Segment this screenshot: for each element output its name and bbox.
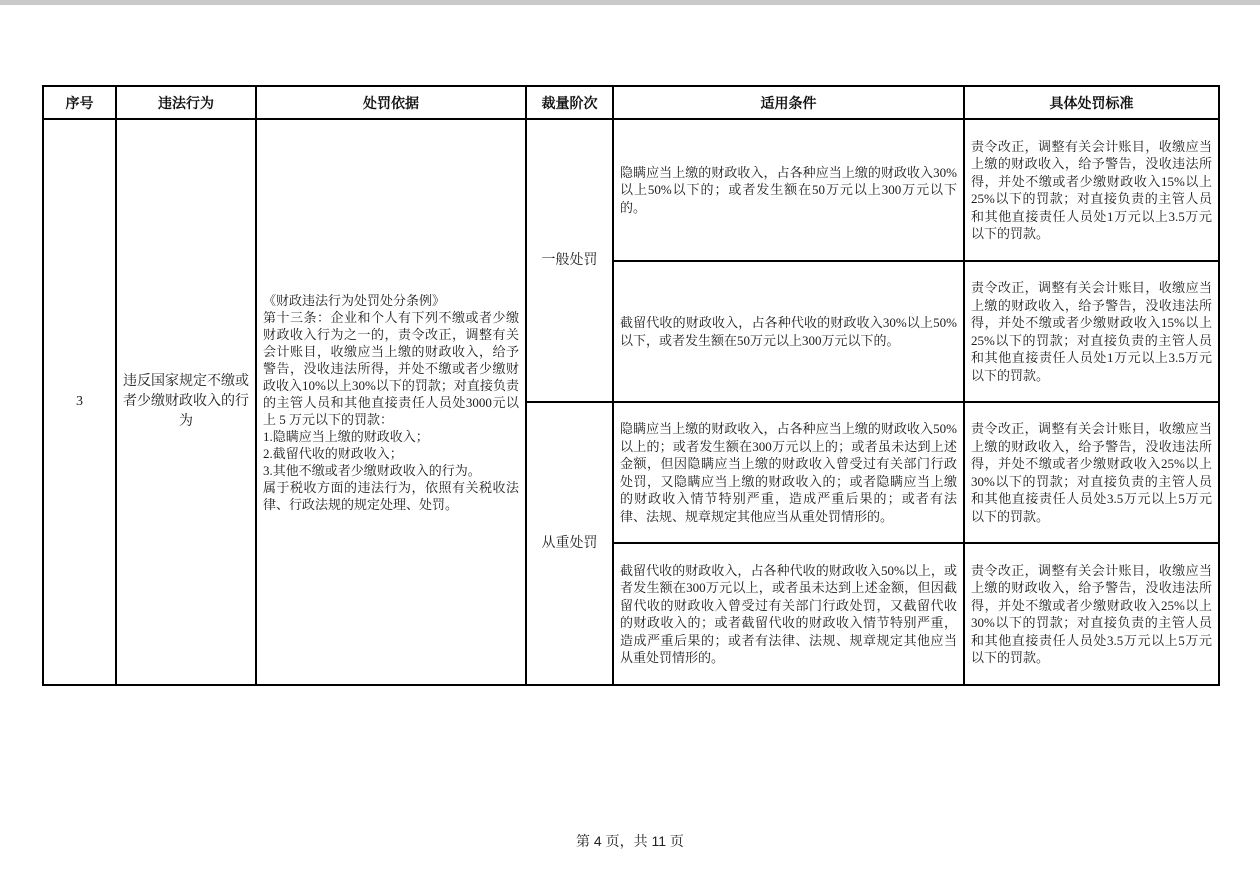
header-standard: 具体处罚标准: [964, 86, 1219, 119]
basis-paragraph: 第十三条：企业和个人有下列不缴或者少缴财政收入行为之一的，责令改正，调整有关会计账目，收缴应当上缴的财政收入，给予警告，没收违法所得，并处不缴或者少缴财政收入10%以上30%以下的罚款；对直接负责的主管人员和其他直接责任人员处3000元以上 5 万元以下的罚款：: [263, 309, 519, 427]
cell-index: 3: [43, 119, 116, 685]
header-index: 序号: [43, 86, 116, 119]
page-number-footer: 第 4 页，共 11 页: [576, 833, 684, 849]
cell-tier-aggravated: 从重处罚: [526, 402, 613, 685]
header-basis: 处罚依据: [256, 86, 526, 119]
basis-paragraph: 3.其他不缴或者少缴财政收入的行为。: [263, 462, 481, 478]
penalty-standards-table: [42, 85, 1220, 686]
basis-paragraph: 属于税收方面的违法行为，依照有关税收法律、行政法规的规定处理、处罚。: [263, 479, 519, 512]
header-condition: 适用条件: [613, 86, 964, 119]
cell-penalty-4: 责令改正，调整有关会计账目，收缴应当上缴的财政收入，给予警告，没收违法所得，并处不缴或者少缴财政收入25%以上30%以下的罚款；对直接负责的主管人员和其他直接责任人员处3.5万元以上5万元以下的罚款。: [964, 543, 1219, 685]
cell-condition-3: 隐瞒应当上缴的财政收入，占各种应当上缴的财政收入50%以上的；或者发生额在300万元以上的；或者虽未达到上述金额，但因隐瞒应当上缴的财政收入曾受过有关部门行政处罚，又隐瞒应当上缴的财政收入的；或者隐瞒应当上缴的财政收入情节特别严重，造成严重后果的；或者有法律、法规、规章规定其他应当从重处罚情形的。: [613, 402, 964, 543]
cell-condition-4: 截留代收的财政收入，占各种代收的财政收入50%以上，或者发生额在300万元以上，或者虽未达到上述金额，但因截留代收的财政收入曾受过有关部门行政处罚，又截留代收的财政收入的；或者截留代收的财政收入情节特别严重，造成严重后果的；或者有法律、法规、规章规定其他应当从重处罚情形的。: [613, 543, 964, 685]
cell-condition-2: 截留代收的财政收入，占各种代收的财政收入30%以上50%以下，或者发生额在50万元以上300万元以下的。: [613, 261, 964, 402]
cell-penalty-2: 责令改正，调整有关会计账目，收缴应当上缴的财政收入，给予警告，没收违法所得，并处不缴或者少缴财政收入15%以上25%以下的罚款；对直接负责的主管人员和其他直接责任人员处1万元以上3.5万元以下的罚款。: [964, 261, 1219, 402]
basis-paragraph: 2.截留代收的财政收入；: [263, 445, 403, 461]
basis-paragraph: 1.隐瞒应当上缴的财政收入；: [263, 428, 429, 444]
cell-tier-general: 一般处罚: [526, 119, 613, 402]
table-header-row: [43, 86, 1219, 119]
header-tier: 裁量阶次: [526, 86, 613, 119]
cell-condition-1: 隐瞒应当上缴的财政收入，占各种应当上缴的财政收入30%以上50%以下的；或者发生额在50万元以上300万元以下的。: [613, 119, 964, 261]
cell-basis: [256, 119, 526, 685]
cell-penalty-3: 责令改正，调整有关会计账目，收缴应当上缴的财政收入，给予警告，没收违法所得，并处不缴或者少缴财政收入25%以上30%以下的罚款；对直接负责的主管人员和其他直接责任人员处3.5万元以上5万元以下的罚款。: [964, 402, 1219, 543]
basis-paragraph: 《财政违法行为处罚处分条例》: [263, 292, 446, 308]
header-violation: 违法行为: [116, 86, 256, 119]
cell-violation: 违反国家规定不缴或者少缴财政收入的行为: [116, 119, 256, 685]
table-row: [43, 119, 1219, 261]
top-scrollbar-track: [0, 0, 1260, 5]
cell-penalty-1: 责令改正，调整有关会计账目，收缴应当上缴的财政收入，给予警告，没收违法所得，并处不缴或者少缴财政收入15%以上25%以下的罚款；对直接负责的主管人员和其他直接责任人员处1万元以上3.5万元以下的罚款。: [964, 119, 1219, 261]
